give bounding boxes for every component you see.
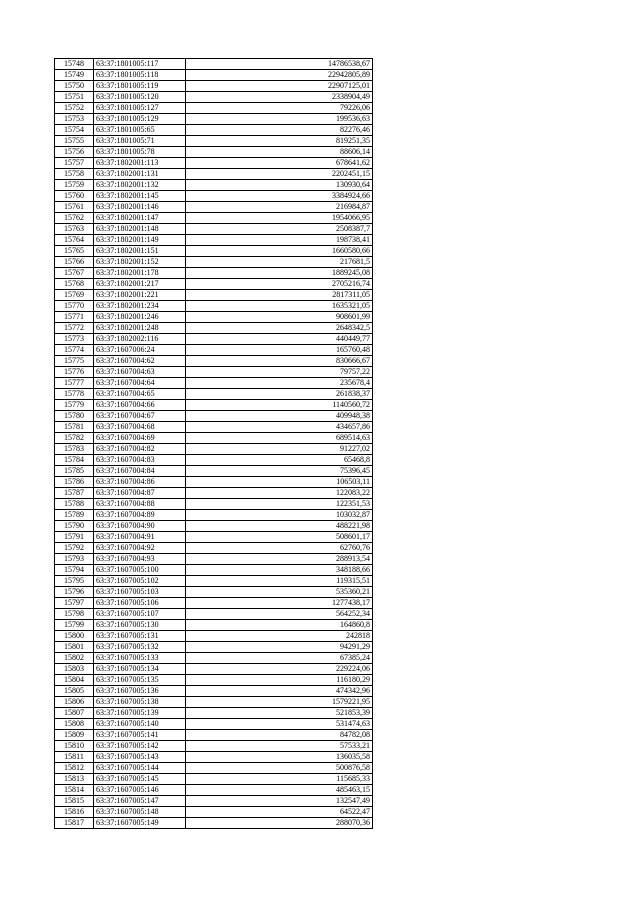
cadastral-value-cell: 409948,38 bbox=[186, 411, 373, 422]
table-row bbox=[55, 147, 373, 158]
cadastral-value-cell: 94291,29 bbox=[186, 642, 373, 653]
table-row bbox=[55, 323, 373, 334]
table-row bbox=[55, 554, 373, 565]
table-row bbox=[55, 235, 373, 246]
row-number-cell: 15816 bbox=[55, 807, 94, 818]
table-row bbox=[55, 411, 373, 422]
cadastral-number-cell: 63:37:1607004:69 bbox=[94, 433, 186, 444]
cadastral-value-cell: 531474,63 bbox=[186, 719, 373, 730]
row-number-cell: 15810 bbox=[55, 741, 94, 752]
cadastral-number-cell: 63:37:1607005:100 bbox=[94, 565, 186, 576]
table-row bbox=[55, 81, 373, 92]
cadastral-value-cell: 57533,21 bbox=[186, 741, 373, 752]
cadastral-value-cell: 106503,11 bbox=[186, 477, 373, 488]
table-row bbox=[55, 818, 373, 829]
cadastral-number-cell: 63:37:1607004:86 bbox=[94, 477, 186, 488]
table-row bbox=[55, 279, 373, 290]
cadastral-value-cell: 3384924,66 bbox=[186, 191, 373, 202]
cadastral-number-cell: 63:37:1802001:148 bbox=[94, 224, 186, 235]
cadastral-number-cell: 63:37:1607004:65 bbox=[94, 389, 186, 400]
table-row bbox=[55, 125, 373, 136]
cadastral-value-cell: 440449,77 bbox=[186, 334, 373, 345]
cadastral-value-cell: 535360,21 bbox=[186, 587, 373, 598]
cadastral-number-cell: 63:37:1801005:120 bbox=[94, 92, 186, 103]
row-number-cell: 15763 bbox=[55, 224, 94, 235]
cadastral-number-cell: 63:37:1801005:78 bbox=[94, 147, 186, 158]
cadastral-number-cell: 63:37:1802001:113 bbox=[94, 158, 186, 169]
cadastral-number-cell: 63:37:1801005:127 bbox=[94, 103, 186, 114]
row-number-cell: 15768 bbox=[55, 279, 94, 290]
row-number-cell: 15749 bbox=[55, 70, 94, 81]
cadastral-value-cell: 1635321,05 bbox=[186, 301, 373, 312]
cadastral-number-cell: 63:37:1607005:145 bbox=[94, 774, 186, 785]
table-row bbox=[55, 510, 373, 521]
cadastral-value-cell: 235678,4 bbox=[186, 378, 373, 389]
cadastral-number-cell: 63:37:1802001:131 bbox=[94, 169, 186, 180]
row-number-cell: 15789 bbox=[55, 510, 94, 521]
table-row bbox=[55, 521, 373, 532]
cadastral-number-cell: 63:37:1607005:143 bbox=[94, 752, 186, 763]
cadastral-value-cell: 14786538,67 bbox=[186, 59, 373, 70]
row-number-cell: 15762 bbox=[55, 213, 94, 224]
row-number-cell: 15787 bbox=[55, 488, 94, 499]
row-number-cell: 15781 bbox=[55, 422, 94, 433]
row-number-cell: 15750 bbox=[55, 81, 94, 92]
cadastral-number-cell: 63:37:1802002:116 bbox=[94, 334, 186, 345]
cadastral-value-cell: 508601,17 bbox=[186, 532, 373, 543]
cadastral-number-cell: 63:37:1607006:24 bbox=[94, 345, 186, 356]
cadastral-number-cell: 63:37:1801005:71 bbox=[94, 136, 186, 147]
cadastral-value-cell: 689514,63 bbox=[186, 433, 373, 444]
row-number-cell: 15765 bbox=[55, 246, 94, 257]
cadastral-value-cell: 79757,22 bbox=[186, 367, 373, 378]
row-number-cell: 15790 bbox=[55, 521, 94, 532]
cadastral-value-cell: 119315,51 bbox=[186, 576, 373, 587]
table-row bbox=[55, 664, 373, 675]
table-row bbox=[55, 356, 373, 367]
cadastral-value-cell: 474342,96 bbox=[186, 686, 373, 697]
row-number-cell: 15782 bbox=[55, 433, 94, 444]
table-row bbox=[55, 444, 373, 455]
table-row bbox=[55, 103, 373, 114]
cadastral-value-cell: 678641,62 bbox=[186, 158, 373, 169]
cadastral-number-cell: 63:37:1802001:178 bbox=[94, 268, 186, 279]
cadastral-value-cell: 67385,24 bbox=[186, 653, 373, 664]
cadastral-value-cell: 521853,39 bbox=[186, 708, 373, 719]
cadastral-value-cell: 64522,47 bbox=[186, 807, 373, 818]
row-number-cell: 15766 bbox=[55, 257, 94, 268]
row-number-cell: 15772 bbox=[55, 323, 94, 334]
row-number-cell: 15799 bbox=[55, 620, 94, 631]
table-row bbox=[55, 730, 373, 741]
cadastral-number-cell: 63:37:1607004:91 bbox=[94, 532, 186, 543]
row-number-cell: 15774 bbox=[55, 345, 94, 356]
table-row bbox=[55, 785, 373, 796]
cadastral-number-cell: 63:37:1607004:68 bbox=[94, 422, 186, 433]
table-row bbox=[55, 334, 373, 345]
cadastral-value-cell: 434657,86 bbox=[186, 422, 373, 433]
cadastral-value-cell: 199536,63 bbox=[186, 114, 373, 125]
table-row bbox=[55, 741, 373, 752]
table-row bbox=[55, 455, 373, 466]
cadastral-value-cell: 62760,76 bbox=[186, 543, 373, 554]
cadastral-number-cell: 63:37:1607004:84 bbox=[94, 466, 186, 477]
row-number-cell: 15776 bbox=[55, 367, 94, 378]
cadastral-value-cell: 136035,58 bbox=[186, 752, 373, 763]
table-row bbox=[55, 763, 373, 774]
cadastral-number-cell: 63:37:1802001:217 bbox=[94, 279, 186, 290]
row-number-cell: 15814 bbox=[55, 785, 94, 796]
table-row bbox=[55, 587, 373, 598]
cadastral-number-cell: 63:37:1607005:141 bbox=[94, 730, 186, 741]
cadastral-value-cell: 165760,48 bbox=[186, 345, 373, 356]
cadastral-value-cell: 22942805,89 bbox=[186, 70, 373, 81]
row-number-cell: 15805 bbox=[55, 686, 94, 697]
cadastral-number-cell: 63:37:1607004:82 bbox=[94, 444, 186, 455]
cadastral-value-cell: 348188,66 bbox=[186, 565, 373, 576]
row-number-cell: 15801 bbox=[55, 642, 94, 653]
cadastral-value-cell: 288070,36 bbox=[186, 818, 373, 829]
row-number-cell: 15807 bbox=[55, 708, 94, 719]
table-row bbox=[55, 675, 373, 686]
cadastral-number-cell: 63:37:1802001:151 bbox=[94, 246, 186, 257]
cadastral-value-cell: 115685,33 bbox=[186, 774, 373, 785]
table-row bbox=[55, 367, 373, 378]
cadastral-number-cell: 63:37:1607004:62 bbox=[94, 356, 186, 367]
table-row bbox=[55, 433, 373, 444]
cadastral-value-cell: 116180,29 bbox=[186, 675, 373, 686]
cadastral-number-cell: 63:37:1607005:107 bbox=[94, 609, 186, 620]
cadastral-value-cell: 1277438,17 bbox=[186, 598, 373, 609]
row-number-cell: 15803 bbox=[55, 664, 94, 675]
row-number-cell: 15815 bbox=[55, 796, 94, 807]
cadastral-value-cell: 2202451,15 bbox=[186, 169, 373, 180]
table-row bbox=[55, 257, 373, 268]
table-row bbox=[55, 807, 373, 818]
cadastral-value-cell: 2648342,5 bbox=[186, 323, 373, 334]
row-number-cell: 15758 bbox=[55, 169, 94, 180]
cadastral-value-cell: 2817311,05 bbox=[186, 290, 373, 301]
row-number-cell: 15806 bbox=[55, 697, 94, 708]
cadastral-number-cell: 63:37:1607005:132 bbox=[94, 642, 186, 653]
table-row bbox=[55, 136, 373, 147]
table-row bbox=[55, 598, 373, 609]
table-row bbox=[55, 543, 373, 554]
cadastral-number-cell: 63:37:1607005:133 bbox=[94, 653, 186, 664]
table-row bbox=[55, 114, 373, 125]
cadastral-value-cell: 122083,22 bbox=[186, 488, 373, 499]
cadastral-number-cell: 63:37:1801005:117 bbox=[94, 59, 186, 70]
cadastral-number-cell: 63:37:1607005:138 bbox=[94, 697, 186, 708]
cadastral-number-cell: 63:37:1802001:152 bbox=[94, 257, 186, 268]
row-number-cell: 15751 bbox=[55, 92, 94, 103]
row-number-cell: 15792 bbox=[55, 543, 94, 554]
table-row bbox=[55, 488, 373, 499]
row-number-cell: 15775 bbox=[55, 356, 94, 367]
table-row bbox=[55, 499, 373, 510]
row-number-cell: 15794 bbox=[55, 565, 94, 576]
table-row bbox=[55, 422, 373, 433]
cadastral-value-cell: 908601,99 bbox=[186, 312, 373, 323]
cadastral-number-cell: 63:37:1607005:140 bbox=[94, 719, 186, 730]
table-row bbox=[55, 752, 373, 763]
row-number-cell: 15764 bbox=[55, 235, 94, 246]
row-number-cell: 15767 bbox=[55, 268, 94, 279]
cadastral-value-cell: 1579221,95 bbox=[186, 697, 373, 708]
cadastral-number-cell: 63:37:1802001:146 bbox=[94, 202, 186, 213]
cadastral-value-cell: 65468,8 bbox=[186, 455, 373, 466]
cadastral-number-cell: 63:37:1607004:90 bbox=[94, 521, 186, 532]
cadastral-value-cell: 488221,98 bbox=[186, 521, 373, 532]
table-row bbox=[55, 719, 373, 730]
table-row bbox=[55, 609, 373, 620]
table-row bbox=[55, 70, 373, 81]
row-number-cell: 15757 bbox=[55, 158, 94, 169]
cadastral-value-cell: 75396,45 bbox=[186, 466, 373, 477]
row-number-cell: 15800 bbox=[55, 631, 94, 642]
row-number-cell: 15795 bbox=[55, 576, 94, 587]
row-number-cell: 15785 bbox=[55, 466, 94, 477]
row-number-cell: 15817 bbox=[55, 818, 94, 829]
cadastral-value-cell: 2338904,49 bbox=[186, 92, 373, 103]
cadastral-number-cell: 63:37:1802001:147 bbox=[94, 213, 186, 224]
table-row bbox=[55, 213, 373, 224]
row-number-cell: 15793 bbox=[55, 554, 94, 565]
cadastral-number-cell: 63:37:1802001:132 bbox=[94, 180, 186, 191]
row-number-cell: 15753 bbox=[55, 114, 94, 125]
cadastral-value-cell: 485463,15 bbox=[186, 785, 373, 796]
row-number-cell: 15783 bbox=[55, 444, 94, 455]
cadastral-value-cell: 1889245,08 bbox=[186, 268, 373, 279]
row-number-cell: 15770 bbox=[55, 301, 94, 312]
table-row bbox=[55, 92, 373, 103]
table-row bbox=[55, 466, 373, 477]
cadastral-value-cell: 88606,14 bbox=[186, 147, 373, 158]
table-row bbox=[55, 620, 373, 631]
row-number-cell: 15788 bbox=[55, 499, 94, 510]
cadastral-number-cell: 63:37:1607005:106 bbox=[94, 598, 186, 609]
cadastral-number-cell: 63:37:1802001:149 bbox=[94, 235, 186, 246]
row-number-cell: 15779 bbox=[55, 400, 94, 411]
row-number-cell: 15811 bbox=[55, 752, 94, 763]
cadastral-value-cell: 2508387,7 bbox=[186, 224, 373, 235]
row-number-cell: 15761 bbox=[55, 202, 94, 213]
cadastral-number-cell: 63:37:1607005:149 bbox=[94, 818, 186, 829]
table-row bbox=[55, 180, 373, 191]
cadastral-value-cell: 1660580,66 bbox=[186, 246, 373, 257]
cadastral-number-cell: 63:37:1607004:88 bbox=[94, 499, 186, 510]
cadastral-number-cell: 63:37:1802001:145 bbox=[94, 191, 186, 202]
row-number-cell: 15755 bbox=[55, 136, 94, 147]
table-row bbox=[55, 312, 373, 323]
row-number-cell: 15784 bbox=[55, 455, 94, 466]
cadastral-number-cell: 63:37:1607004:83 bbox=[94, 455, 186, 466]
cadastral-value-cell: 122351,53 bbox=[186, 499, 373, 510]
cadastral-number-cell: 63:37:1801005:129 bbox=[94, 114, 186, 125]
table-row bbox=[55, 268, 373, 279]
row-number-cell: 15813 bbox=[55, 774, 94, 785]
cadastral-value-cell: 91227,02 bbox=[186, 444, 373, 455]
cadastral-number-cell: 63:37:1607005:135 bbox=[94, 675, 186, 686]
cadastral-number-cell: 63:37:1802001:234 bbox=[94, 301, 186, 312]
cadastral-value-cell: 103032,87 bbox=[186, 510, 373, 521]
cadastral-number-cell: 63:37:1607005:134 bbox=[94, 664, 186, 675]
row-number-cell: 15756 bbox=[55, 147, 94, 158]
table-row bbox=[55, 378, 373, 389]
row-number-cell: 15771 bbox=[55, 312, 94, 323]
cadastral-number-cell: 63:37:1607004:87 bbox=[94, 488, 186, 499]
row-number-cell: 15802 bbox=[55, 653, 94, 664]
cadastral-value-cell: 1954066,95 bbox=[186, 213, 373, 224]
table-row bbox=[55, 477, 373, 488]
cadastral-value-cell: 500876,58 bbox=[186, 763, 373, 774]
table-body bbox=[55, 59, 373, 829]
cadastral-value-cell: 288913,54 bbox=[186, 554, 373, 565]
cadastral-value-cell: 79226,06 bbox=[186, 103, 373, 114]
cadastral-value-cell: 164860,8 bbox=[186, 620, 373, 631]
row-number-cell: 15804 bbox=[55, 675, 94, 686]
table-row bbox=[55, 400, 373, 411]
table-row bbox=[55, 631, 373, 642]
cadastral-number-cell: 63:37:1607004:67 bbox=[94, 411, 186, 422]
table-row bbox=[55, 708, 373, 719]
cadastral-value-cell: 84782,08 bbox=[186, 730, 373, 741]
cadastral-number-cell: 63:37:1607004:89 bbox=[94, 510, 186, 521]
table-row bbox=[55, 389, 373, 400]
cadastral-value-cell: 130930,64 bbox=[186, 180, 373, 191]
table-row bbox=[55, 158, 373, 169]
cadastral-number-cell: 63:37:1607005:103 bbox=[94, 587, 186, 598]
cadastral-value-cell: 229224,06 bbox=[186, 664, 373, 675]
row-number-cell: 15791 bbox=[55, 532, 94, 543]
cadastral-value-table bbox=[54, 58, 373, 829]
row-number-cell: 15796 bbox=[55, 587, 94, 598]
row-number-cell: 15780 bbox=[55, 411, 94, 422]
table-row bbox=[55, 290, 373, 301]
cadastral-number-cell: 63:37:1607005:136 bbox=[94, 686, 186, 697]
table-row bbox=[55, 697, 373, 708]
cadastral-number-cell: 63:37:1607004:93 bbox=[94, 554, 186, 565]
cadastral-value-cell: 819251,35 bbox=[186, 136, 373, 147]
row-number-cell: 15797 bbox=[55, 598, 94, 609]
row-number-cell: 15760 bbox=[55, 191, 94, 202]
table-row bbox=[55, 169, 373, 180]
row-number-cell: 15778 bbox=[55, 389, 94, 400]
cadastral-number-cell: 63:37:1607004:63 bbox=[94, 367, 186, 378]
row-number-cell: 15773 bbox=[55, 334, 94, 345]
cadastral-value-cell: 242818 bbox=[186, 631, 373, 642]
row-number-cell: 15752 bbox=[55, 103, 94, 114]
cadastral-value-cell: 830666,67 bbox=[186, 356, 373, 367]
cadastral-value-cell: 198738,41 bbox=[186, 235, 373, 246]
table-row bbox=[55, 686, 373, 697]
cadastral-number-cell: 63:37:1801005:119 bbox=[94, 81, 186, 92]
cadastral-value-cell: 216984,87 bbox=[186, 202, 373, 213]
cadastral-value-cell: 261838,37 bbox=[186, 389, 373, 400]
table-row bbox=[55, 653, 373, 664]
cadastral-number-cell: 63:37:1607005:139 bbox=[94, 708, 186, 719]
table-row bbox=[55, 345, 373, 356]
cadastral-value-cell: 1140560,72 bbox=[186, 400, 373, 411]
table-row bbox=[55, 576, 373, 587]
cadastral-number-cell: 63:37:1607005:131 bbox=[94, 631, 186, 642]
table-row bbox=[55, 191, 373, 202]
table-row bbox=[55, 642, 373, 653]
cadastral-number-cell: 63:37:1802001:246 bbox=[94, 312, 186, 323]
cadastral-number-cell: 63:37:1801005:118 bbox=[94, 70, 186, 81]
cadastral-number-cell: 63:37:1607005:147 bbox=[94, 796, 186, 807]
table-row bbox=[55, 246, 373, 257]
cadastral-number-cell: 63:37:1802001:248 bbox=[94, 323, 186, 334]
row-number-cell: 15748 bbox=[55, 59, 94, 70]
row-number-cell: 15808 bbox=[55, 719, 94, 730]
cadastral-number-cell: 63:37:1802001:221 bbox=[94, 290, 186, 301]
row-number-cell: 15769 bbox=[55, 290, 94, 301]
row-number-cell: 15798 bbox=[55, 609, 94, 620]
cadastral-number-cell: 63:37:1607004:92 bbox=[94, 543, 186, 554]
table-row bbox=[55, 202, 373, 213]
cadastral-number-cell: 63:37:1607004:64 bbox=[94, 378, 186, 389]
table-row bbox=[55, 565, 373, 576]
cadastral-number-cell: 63:37:1607005:146 bbox=[94, 785, 186, 796]
cadastral-value-cell: 564252,34 bbox=[186, 609, 373, 620]
row-number-cell: 15759 bbox=[55, 180, 94, 191]
cadastral-number-cell: 63:37:1607005:148 bbox=[94, 807, 186, 818]
cadastral-value-cell: 22907125,01 bbox=[186, 81, 373, 92]
table-row bbox=[55, 224, 373, 235]
table-row bbox=[55, 774, 373, 785]
cadastral-number-cell: 63:37:1607004:66 bbox=[94, 400, 186, 411]
table-row bbox=[55, 301, 373, 312]
cadastral-number-cell: 63:37:1607005:130 bbox=[94, 620, 186, 631]
cadastral-value-cell: 217681,5 bbox=[186, 257, 373, 268]
cadastral-number-cell: 63:37:1801005:65 bbox=[94, 125, 186, 136]
cadastral-number-cell: 63:37:1607005:142 bbox=[94, 741, 186, 752]
row-number-cell: 15812 bbox=[55, 763, 94, 774]
cadastral-value-cell: 132547,49 bbox=[186, 796, 373, 807]
cadastral-number-cell: 63:37:1607005:102 bbox=[94, 576, 186, 587]
cadastral-value-cell: 82276,46 bbox=[186, 125, 373, 136]
table-row bbox=[55, 59, 373, 70]
table-row bbox=[55, 532, 373, 543]
row-number-cell: 15809 bbox=[55, 730, 94, 741]
cadastral-value-cell: 2705216,74 bbox=[186, 279, 373, 290]
row-number-cell: 15777 bbox=[55, 378, 94, 389]
row-number-cell: 15754 bbox=[55, 125, 94, 136]
cadastral-number-cell: 63:37:1607005:144 bbox=[94, 763, 186, 774]
table-row bbox=[55, 796, 373, 807]
row-number-cell: 15786 bbox=[55, 477, 94, 488]
